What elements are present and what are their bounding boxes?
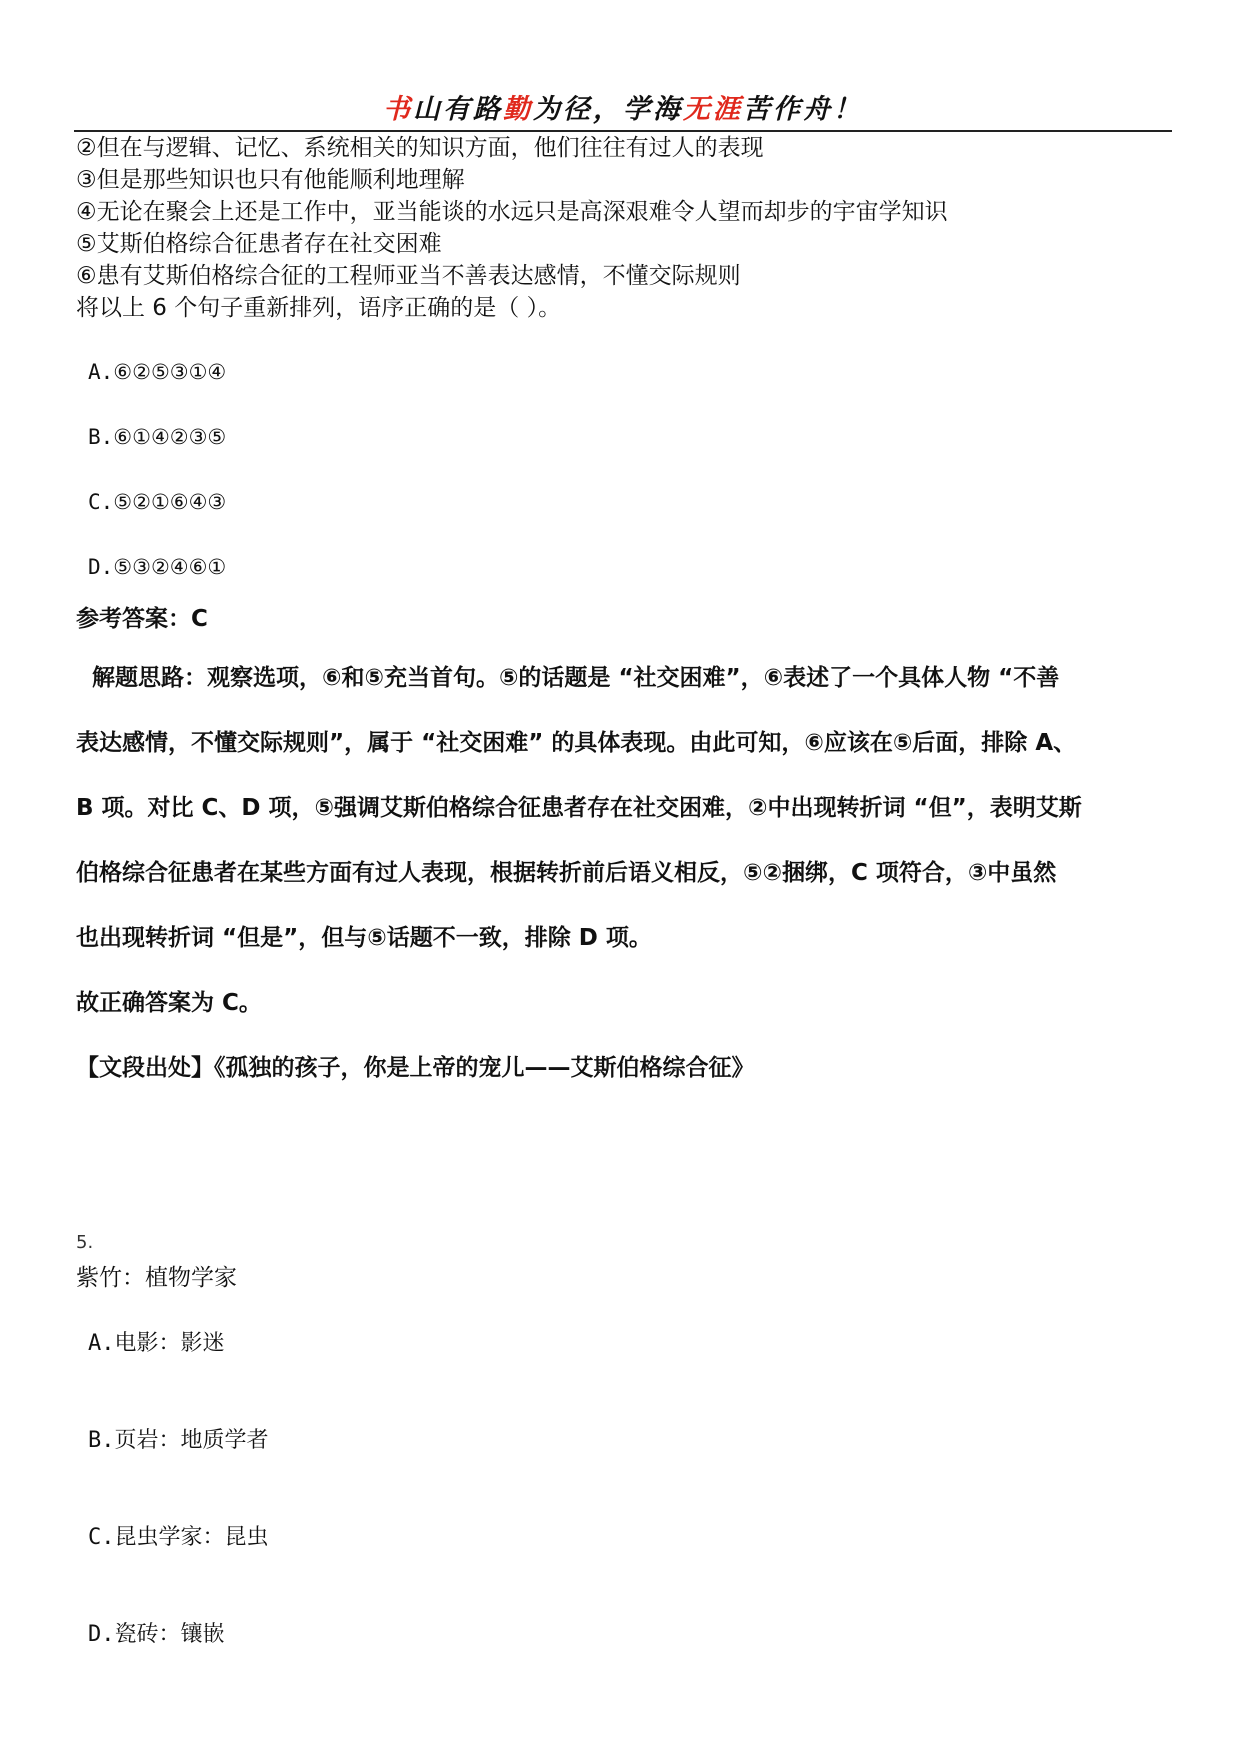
option-letter: D. [88, 1622, 115, 1647]
q4-option-c[interactable] [88, 490, 226, 514]
motto-part: 为径，学海 [533, 94, 683, 125]
q4-sentence-5: ⑤艾斯伯格综合征患者存在社交困难 [76, 231, 442, 257]
option-letter: B. [88, 425, 114, 449]
option-text: 瓷砖：镶嵌 [114, 1622, 225, 1647]
option-text: 页岩：地质学者 [114, 1428, 269, 1453]
q4-sentence-4: ④无论在聚会上还是工作中，亚当能谈的水远只是高深艰难令人望而却步的宇宙学知识 [76, 199, 948, 225]
motto-part: 苦作舟！ [743, 94, 863, 125]
q4-explanation [76, 663, 1176, 1118]
explanation-line: 解题思路：观察选项，⑥和⑤充当首句。⑤的话题是 “社交困难”，⑥表述了一个具体人物 “不善 [76, 665, 1060, 691]
option-text: ⑤③②④⑥① [113, 555, 227, 579]
option-letter: B. [88, 1428, 115, 1453]
option-letter: A. [88, 360, 114, 384]
q4-prompt: 将以上 6 个句子重新排列，语序正确的是（ ）。 [76, 295, 562, 321]
option-letter: D. [88, 555, 114, 579]
q4-sentence-6: ⑥患有艾斯伯格综合征的工程师亚当不善表达感情，不懂交际规则 [76, 263, 741, 289]
option-text: ⑤②①⑥④③ [113, 490, 227, 514]
option-text: ⑥②⑤③①④ [113, 360, 227, 384]
explanation-conclusion: 故正确答案为 C。 [76, 990, 262, 1016]
motto-part: 无涯 [683, 94, 743, 125]
motto-part: 书 [383, 94, 413, 125]
explanation-line: 表达感情，不懂交际规则”，属于 “社交困难” 的具体表现。由此可知，⑥应该在⑤后面，排除 A、 [76, 730, 1077, 756]
q4-option-b[interactable] [88, 425, 226, 449]
q5-stem: 紫竹：植物学家 [76, 1265, 237, 1291]
explanation-line: 也出现转折词 “但是”，但与⑤话题不一致，排除 D 项。 [76, 925, 652, 951]
option-text: 昆虫学家：昆虫 [114, 1525, 269, 1550]
q4-sentence-2: ②但在与逻辑、记忆、系统相关的知识方面，他们往往有过人的表现 [76, 135, 764, 161]
q5-option-a[interactable] [88, 1326, 225, 1357]
option-letter: C. [88, 490, 114, 514]
option-text: ⑥①④②③⑤ [113, 425, 227, 449]
q4-option-a[interactable] [88, 360, 226, 384]
explanation-line: 伯格综合征患者在某些方面有过人表现，根据转折前后语义相反，⑤②捆绑，C 项符合，③中虽然 [76, 860, 1057, 886]
q5-option-b[interactable] [88, 1423, 269, 1454]
explanation-line: B 项。对比 C、D 项，⑤强调艾斯伯格综合征患者存在社交困难，②中出现转折词 “但”，表明艾斯 [76, 795, 1082, 821]
motto-part: 勤 [503, 94, 533, 125]
q5-option-c[interactable] [88, 1520, 269, 1551]
option-letter: A. [88, 1331, 115, 1356]
q4-option-d[interactable] [88, 555, 226, 579]
option-text: 电影：影迷 [114, 1331, 225, 1356]
option-letter: C. [88, 1525, 115, 1550]
q5-number: 5. [76, 1232, 94, 1253]
motto-part: 山有路 [413, 94, 503, 125]
q5-option-d[interactable] [88, 1617, 225, 1648]
q4-answer: 参考答案：C [76, 606, 208, 632]
explanation-source: 【文段出处】《孤独的孩子，你是上帝的宠儿——艾斯伯格综合征》 [76, 1055, 755, 1081]
q4-sentence-3: ③但是那些知识也只有他能顺利地理解 [76, 167, 465, 193]
page-header-motto [74, 90, 1172, 132]
